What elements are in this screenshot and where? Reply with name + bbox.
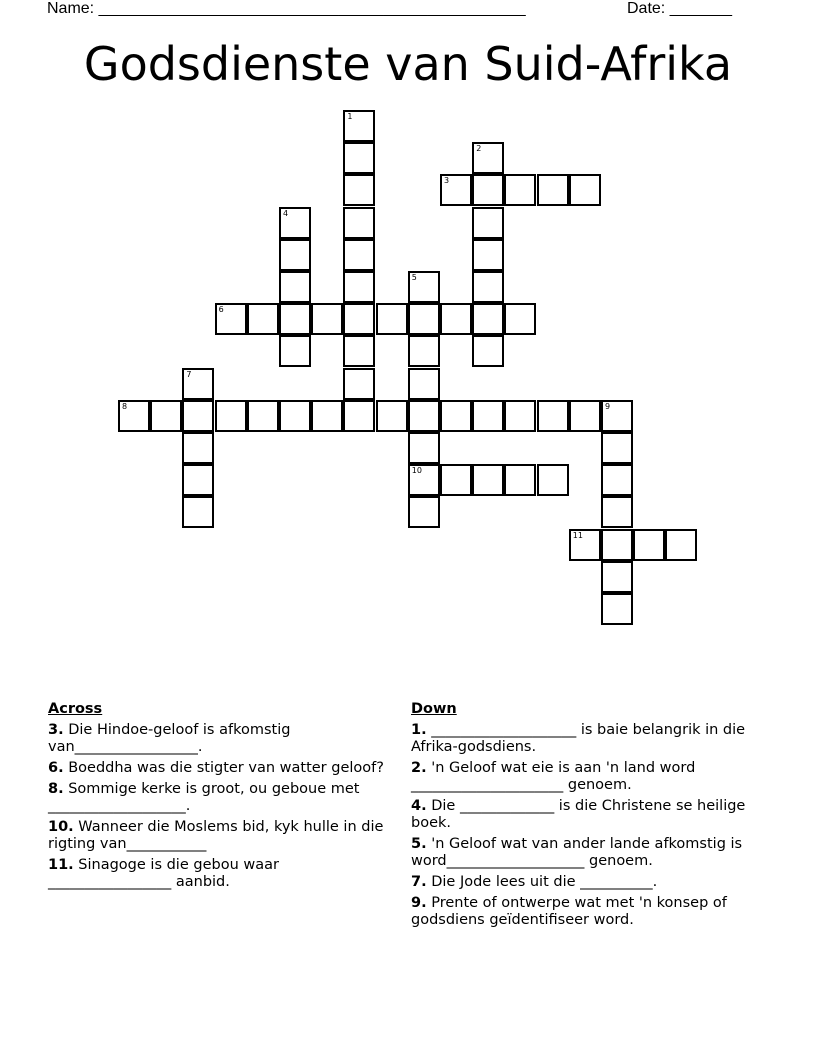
crossword-cell[interactable] (569, 174, 601, 206)
clue-number: 2. (411, 760, 427, 776)
clue-text: Sinagoge is die gebou waar _________________ aanbid. (48, 857, 279, 890)
clue-text: 'n Geloof wat van ander lande afkomstig is word___________________ genoem. (411, 836, 743, 869)
clue-down-1 (411, 722, 756, 756)
crossword-cell[interactable] (279, 303, 311, 335)
crossword-cell[interactable] (408, 464, 440, 496)
crossword-cell[interactable] (537, 174, 569, 206)
clue-number: 9. (411, 895, 427, 911)
crossword-cell[interactable] (279, 335, 311, 367)
crossword-cell[interactable] (408, 496, 440, 528)
clue-text: Die _____________ is die Christene se heilige boek. (411, 798, 746, 831)
crossword-cell[interactable] (215, 303, 247, 335)
crossword-cell[interactable] (601, 529, 633, 561)
clue-number: 1. (411, 722, 427, 738)
clue-number: 8. (48, 781, 64, 797)
crossword-cell[interactable] (569, 529, 601, 561)
cell-number: 11 (572, 530, 583, 540)
crossword-cell[interactable] (504, 400, 536, 432)
crossword-cell[interactable] (182, 400, 214, 432)
clue-text: Boeddha was die stigter van watter geloof? (68, 760, 384, 776)
cell-number: 10 (411, 466, 422, 476)
crossword-cell[interactable] (279, 239, 311, 271)
crossword-cell[interactable] (537, 400, 569, 432)
crossword-cell[interactable] (504, 174, 536, 206)
clue-down-9 (411, 895, 756, 929)
down-clues (411, 701, 756, 933)
cell-number: 6 (218, 305, 224, 315)
crossword-cell[interactable] (343, 271, 375, 303)
crossword-cell[interactable] (408, 400, 440, 432)
clue-number: 7. (411, 874, 427, 890)
name-field-label: Name: ________________________________________________ (47, 0, 526, 17)
crossword-cell[interactable] (472, 335, 504, 367)
crossword-cell[interactable] (343, 239, 375, 271)
crossword-cell[interactable] (279, 207, 311, 239)
crossword-cell[interactable] (601, 400, 633, 432)
crossword-cell[interactable] (376, 400, 408, 432)
clue-text: Wanneer die Moslems bid, kyk hulle in die rigting van___________ (48, 819, 384, 852)
date-field-label: Date: _______ (627, 0, 732, 17)
crossword-cell[interactable] (408, 271, 440, 303)
clue-number: 4. (411, 798, 427, 814)
down-heading: Down (411, 701, 457, 717)
crossword-cell[interactable] (343, 335, 375, 367)
crossword-cell[interactable] (247, 400, 279, 432)
crossword-cell[interactable] (472, 400, 504, 432)
page-title: Godsdienste van Suid-Afrika (83, 37, 733, 91)
crossword-cell[interactable] (440, 303, 472, 335)
crossword-cell[interactable] (408, 368, 440, 400)
crossword-cell[interactable] (215, 400, 247, 432)
clue-across-6 (48, 760, 393, 777)
crossword-cell[interactable] (408, 335, 440, 367)
crossword-cell[interactable] (537, 464, 569, 496)
crossword-cell[interactable] (279, 400, 311, 432)
crossword-cell[interactable] (440, 174, 472, 206)
crossword-cell[interactable] (279, 271, 311, 303)
crossword-cell[interactable] (472, 303, 504, 335)
crossword-cell[interactable] (343, 303, 375, 335)
across-clues (48, 701, 393, 895)
clue-text: Die Hindoe-geloof is afkomstig van_________________. (48, 722, 291, 755)
clue-down-7 (411, 874, 756, 891)
across-heading: Across (48, 701, 103, 717)
cell-number: 9 (605, 401, 611, 411)
clue-across-3 (48, 722, 393, 756)
crossword-cell[interactable] (182, 464, 214, 496)
crossword-cell[interactable] (182, 368, 214, 400)
crossword-cell[interactable] (343, 207, 375, 239)
cell-number: 8 (122, 401, 128, 411)
clue-number: 6. (48, 760, 64, 776)
crossword-cell[interactable] (601, 432, 633, 464)
cell-number: 2 (476, 144, 482, 154)
crossword-cell[interactable] (665, 529, 697, 561)
crossword-cell[interactable] (472, 142, 504, 174)
crossword-cell[interactable] (118, 400, 150, 432)
clue-down-2 (411, 760, 756, 794)
crossword-cell[interactable] (408, 303, 440, 335)
crossword-cell[interactable] (182, 496, 214, 528)
cell-number: 1 (347, 112, 353, 121)
clue-across-10 (48, 819, 393, 853)
crossword-cell[interactable] (311, 400, 343, 432)
crossword-cell[interactable] (343, 400, 375, 432)
crossword-cell[interactable] (472, 464, 504, 496)
crossword-cell[interactable] (472, 174, 504, 206)
clue-text: Sommige kerke is groot, ou geboue met ___________________. (48, 781, 360, 814)
crossword-cell[interactable] (343, 110, 375, 142)
crossword-cell[interactable] (440, 400, 472, 432)
crossword-cell[interactable] (504, 303, 536, 335)
crossword-cell[interactable] (150, 400, 182, 432)
crossword-cell[interactable] (408, 432, 440, 464)
crossword-cell[interactable] (247, 303, 279, 335)
crossword-cell[interactable] (504, 464, 536, 496)
crossword-cell[interactable] (343, 368, 375, 400)
cell-number: 5 (411, 273, 417, 282)
crossword-cell[interactable] (472, 239, 504, 271)
clue-down-4 (411, 798, 756, 832)
clue-down-5 (411, 836, 756, 870)
clue-across-8 (48, 781, 393, 815)
clue-text: Prente of ontwerpe wat met 'n konsep of godsdiens geïdentifiseer word. (411, 895, 727, 928)
crossword-cell[interactable] (472, 207, 504, 239)
clue-number: 5. (411, 836, 427, 852)
clue-number: 3. (48, 722, 64, 738)
crossword-cell[interactable] (601, 496, 633, 528)
crossword-cell[interactable] (343, 174, 375, 206)
crossword-cell[interactable] (601, 561, 633, 593)
crossword-cell[interactable] (472, 271, 504, 303)
crossword-cell[interactable] (376, 303, 408, 335)
clue-text: ____________________ is baie belangrik in die Afrika-godsdiens. (411, 722, 746, 755)
crossword-cell[interactable] (569, 400, 601, 432)
cell-number: 3 (444, 176, 450, 186)
crossword-cell[interactable] (440, 464, 472, 496)
clue-number: 10. (48, 819, 74, 835)
clue-number: 11. (48, 857, 74, 873)
cell-number: 4 (283, 208, 289, 218)
crossword-cell[interactable] (633, 529, 665, 561)
crossword-cell[interactable] (343, 142, 375, 174)
clue-across-11 (48, 857, 393, 891)
crossword-cell[interactable] (182, 432, 214, 464)
clue-text: Die Jode lees uit die __________. (431, 874, 658, 890)
crossword-cell[interactable] (311, 303, 343, 335)
crossword-cell[interactable] (601, 593, 633, 625)
cell-number: 7 (186, 369, 192, 379)
crossword-cell[interactable] (601, 464, 633, 496)
clue-text: 'n Geloof wat eie is aan 'n land word _____________________ genoem. (411, 760, 696, 793)
